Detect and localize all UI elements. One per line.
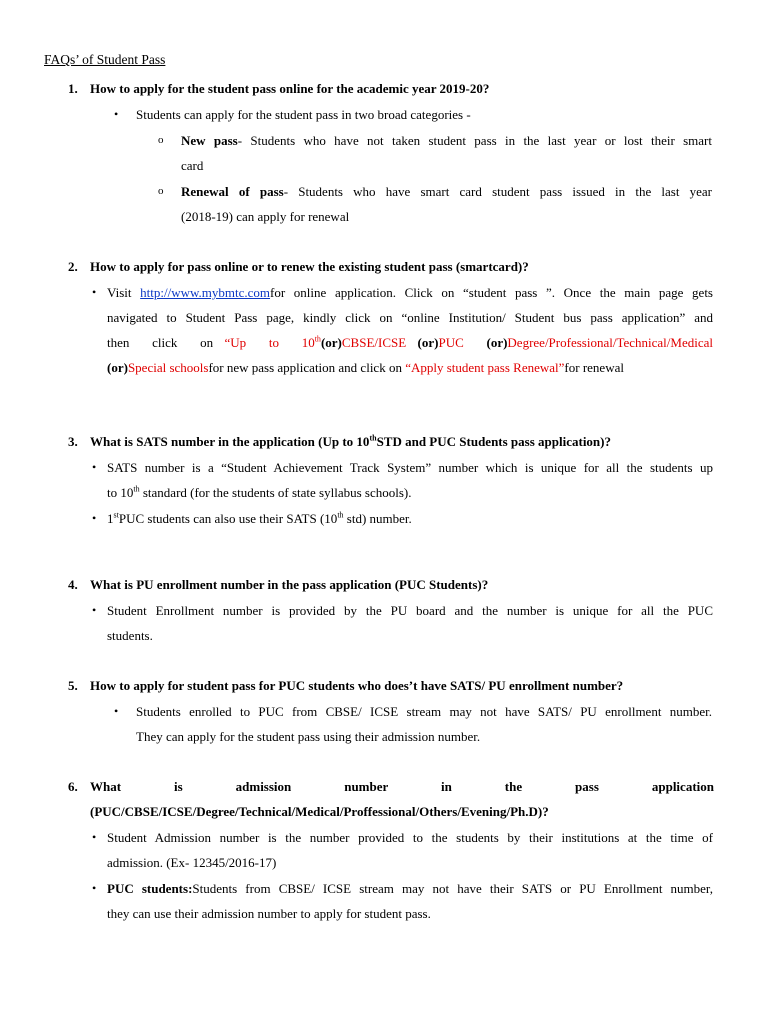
mybmtc-link[interactable]: http://www.mybmtc.com bbox=[140, 285, 271, 300]
answer-line: they can use their admission number to apply for student pass. bbox=[107, 906, 431, 921]
question-number: 2. bbox=[68, 259, 78, 274]
answer-bullet: Students can apply for the student pass in two broad categories - bbox=[136, 107, 471, 122]
bullet-icon: • bbox=[114, 704, 119, 718]
question-number: 6. bbox=[68, 779, 78, 794]
question-text: How to apply for pass online or to renew the existing student pass (smartcard)? bbox=[90, 259, 529, 274]
sub-item-renewal: Renewal of pass- Students who have smart card student pass issued in the last year bbox=[181, 184, 712, 199]
sub-item-new-pass-cont: card bbox=[181, 158, 204, 173]
answer-line: to 10th standard (for the students of state syllabus schools). bbox=[107, 484, 412, 500]
faq-question-2 bbox=[68, 254, 714, 279]
answer-line: Students enrolled to PUC from CBSE/ ICSE stream may not have SATS/ PU enrollment number. bbox=[136, 704, 712, 719]
question-text: What is SATS number in the application (Up to 10thSTD and PUC Students pass application)? bbox=[90, 433, 611, 449]
question-number: 4. bbox=[68, 577, 78, 592]
answer-line: PUC students:Students from CBSE/ ICSE stream may not have their SATS or PU Enrollment number, bbox=[107, 881, 713, 896]
bullet-icon: • bbox=[114, 107, 119, 121]
page-title: FAQs’ of Student Pass bbox=[44, 52, 166, 67]
faq-question-5 bbox=[68, 673, 714, 698]
answer-line: (or)Special schoolsfor new pass application and click on “Apply student pass Renewal”for renewal bbox=[107, 360, 624, 375]
bullet-icon: • bbox=[92, 511, 97, 525]
bullet-icon: • bbox=[92, 881, 97, 895]
faq-question-1 bbox=[68, 76, 714, 101]
answer-line: admission. (Ex- 12345/2016-17) bbox=[107, 855, 277, 870]
question-number: 5. bbox=[68, 678, 78, 693]
question-number: 3. bbox=[68, 434, 78, 449]
faq-question-4 bbox=[68, 572, 714, 597]
answer-line: SATS number is a “Student Achievement Track System” number which is unique for all the students up bbox=[107, 460, 713, 475]
sub-item-new-pass: New pass- Students who have not taken student pass in the last year or lost their smart bbox=[181, 133, 712, 148]
answer-line: Visit http://www.mybmtc.comfor online application. Click on “student pass ”. Once the main page gets bbox=[107, 285, 713, 300]
bullet-icon: • bbox=[92, 285, 97, 299]
answer-line: students. bbox=[107, 628, 153, 643]
answer-line: Student Admission number is the number provided to the students by their institutions at the time of bbox=[107, 830, 713, 845]
question-text: How to apply for student pass for PUC students who does’t have SATS/ PU enrollment number? bbox=[90, 678, 624, 693]
question-text: What is PU enrollment number in the pass application (PUC Students)? bbox=[90, 577, 489, 592]
faq-question-3 bbox=[68, 429, 714, 454]
bullet-icon: • bbox=[92, 830, 97, 844]
answer-line: Student Enrollment number is provided by the PU board and the number is unique for all the PUC bbox=[107, 603, 713, 618]
circle-bullet-icon: o bbox=[158, 185, 164, 197]
question-text: How to apply for the student pass online for the academic year 2019-20? bbox=[90, 81, 490, 96]
faq-question-6 bbox=[68, 774, 714, 824]
answer-line: 1stPUC students can also use their SATS (10th std) number. bbox=[107, 510, 412, 526]
bullet-icon: • bbox=[92, 460, 97, 474]
question-text-cont: (PUC/CBSE/ICSE/Degree/Technical/Medical/Proffessional/Others/Evening/Ph.D)? bbox=[90, 804, 549, 819]
answer-line: then click on “Up to 10th(or)CBSE/ICSE (or)PUC (or)Degree/Professional/Technical/Medical bbox=[107, 334, 713, 350]
question-number: 1. bbox=[68, 81, 78, 96]
answer-line: navigated to Student Pass page, kindly click on “online Institution/ Student bus pass application” and bbox=[107, 310, 713, 325]
circle-bullet-icon: o bbox=[158, 134, 164, 146]
sub-item-renewal-cont: (2018-19) can apply for renewal bbox=[181, 209, 350, 224]
bullet-icon: • bbox=[92, 603, 97, 617]
question-text: What is admission number in the pass application bbox=[90, 779, 714, 794]
answer-line: They can apply for the student pass using their admission number. bbox=[136, 729, 481, 744]
